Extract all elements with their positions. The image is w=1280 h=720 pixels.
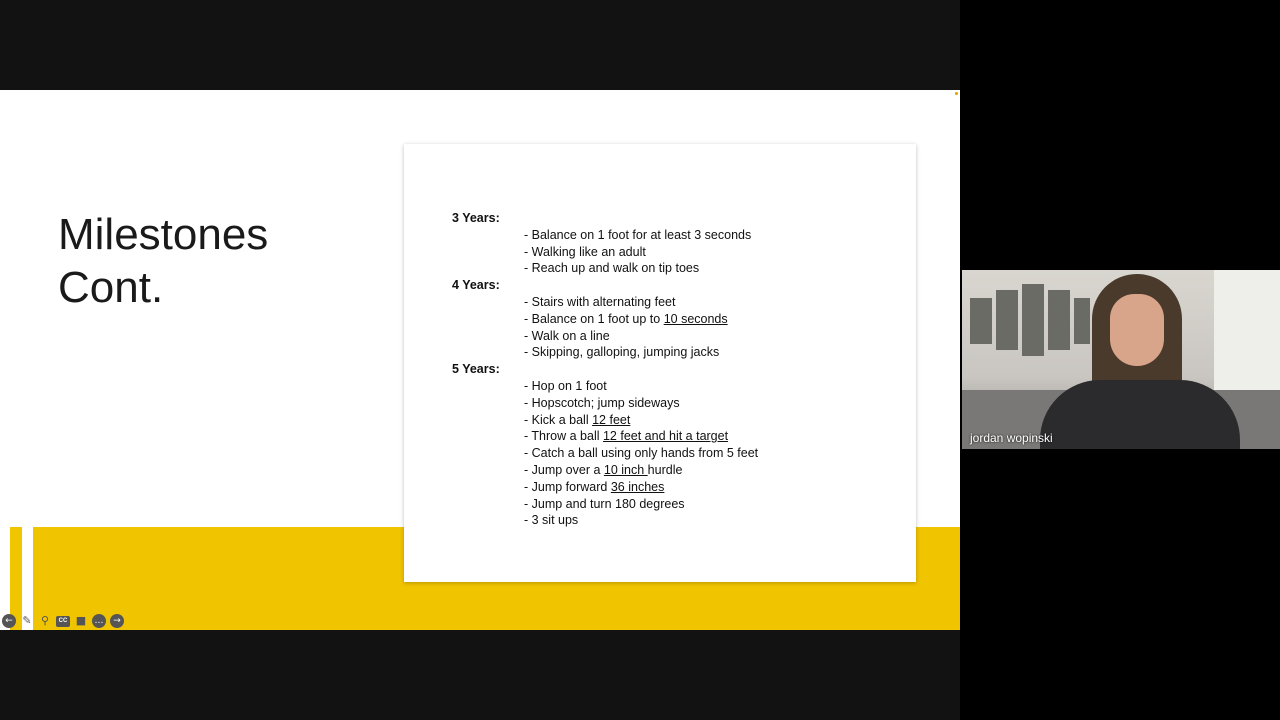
milestone-item-text: hurdle bbox=[647, 462, 683, 477]
milestone-item bbox=[524, 227, 892, 244]
pen-icon[interactable]: ✎ bbox=[22, 614, 32, 627]
milestone-age-heading: 3 Years: bbox=[452, 211, 500, 225]
milestone-item-text: 36 inches bbox=[610, 479, 665, 494]
milestone-item bbox=[524, 294, 892, 311]
milestone-item-text: - Jump forward bbox=[524, 479, 611, 494]
participant-video-tile[interactable] bbox=[962, 270, 1280, 449]
milestone-item bbox=[524, 328, 892, 345]
milestone-item bbox=[524, 462, 892, 479]
wall-art-image bbox=[970, 284, 1090, 356]
milestone-item-text: - Catch a ball using only hands from 5 feet bbox=[524, 446, 759, 461]
milestone-item bbox=[524, 244, 892, 261]
milestone-item-text: - Reach up and walk on tip toes bbox=[524, 261, 700, 276]
milestone-item-text: - Hop on 1 foot bbox=[524, 378, 607, 393]
milestone-item bbox=[524, 344, 892, 361]
milestone-item bbox=[524, 445, 892, 462]
milestone-item-text: - Walking like an adult bbox=[524, 244, 646, 259]
presentation-toolbar bbox=[0, 610, 124, 630]
milestone-item-text: - Jump over a bbox=[524, 462, 604, 477]
milestone-item bbox=[524, 428, 892, 445]
slide-title-line: Cont. bbox=[58, 263, 164, 312]
milestone-item bbox=[524, 479, 892, 496]
slide-title bbox=[58, 208, 268, 314]
milestone-age-heading: 5 Years: bbox=[452, 362, 500, 377]
milestone-item-text: - Hopscotch; jump sideways bbox=[524, 395, 680, 410]
milestones-list bbox=[452, 210, 892, 529]
milestone-item bbox=[524, 378, 892, 395]
milestone-item-text: - Kick a ball bbox=[524, 412, 593, 427]
milestone-item-text: 12 feet and hit a target bbox=[602, 429, 729, 444]
milestone-item bbox=[524, 412, 892, 429]
milestone-item bbox=[524, 512, 892, 529]
milestone-item bbox=[524, 496, 892, 513]
milestone-item-text: - Jump and turn 180 degrees bbox=[524, 496, 685, 511]
more-icon[interactable]: … bbox=[92, 614, 106, 628]
milestone-item-text: 10 seconds bbox=[663, 311, 728, 326]
milestone-item-text: - Skipping, galloping, jumping jacks bbox=[524, 345, 720, 360]
previous-icon[interactable]: ← bbox=[2, 614, 16, 628]
participant-face bbox=[1110, 294, 1164, 366]
milestone-item bbox=[524, 395, 892, 412]
milestone-item-text: - Stairs with alternating feet bbox=[524, 294, 676, 309]
milestone-age-heading: 4 Years: bbox=[452, 278, 500, 293]
presentation-slide bbox=[0, 90, 960, 630]
closed-caption-icon[interactable]: CC bbox=[56, 616, 70, 627]
participant-name: jordan wopinski bbox=[970, 431, 1053, 445]
milestone-item-text: 12 feet bbox=[592, 412, 631, 427]
camera-icon[interactable]: ■ bbox=[75, 614, 87, 627]
slide-corner-dot bbox=[955, 92, 958, 95]
milestone-item-text: - 3 sit ups bbox=[524, 513, 579, 528]
zoom-icon[interactable]: ⚲ bbox=[40, 614, 50, 627]
next-icon[interactable]: → bbox=[110, 614, 124, 628]
milestone-item bbox=[524, 260, 892, 277]
milestone-item-text: - Throw a ball bbox=[524, 429, 603, 444]
milestone-item-text: - Walk on a line bbox=[524, 328, 610, 343]
slide-title-line: Milestones bbox=[58, 210, 269, 259]
milestone-item-text: - Balance on 1 foot up to bbox=[524, 311, 664, 326]
milestone-item-text: 10 inch bbox=[603, 462, 648, 477]
milestones-card bbox=[404, 144, 916, 582]
milestone-item bbox=[524, 311, 892, 328]
participant-body bbox=[1040, 380, 1240, 449]
milestone-item-text: - Balance on 1 foot for at least 3 seconds bbox=[524, 227, 752, 242]
